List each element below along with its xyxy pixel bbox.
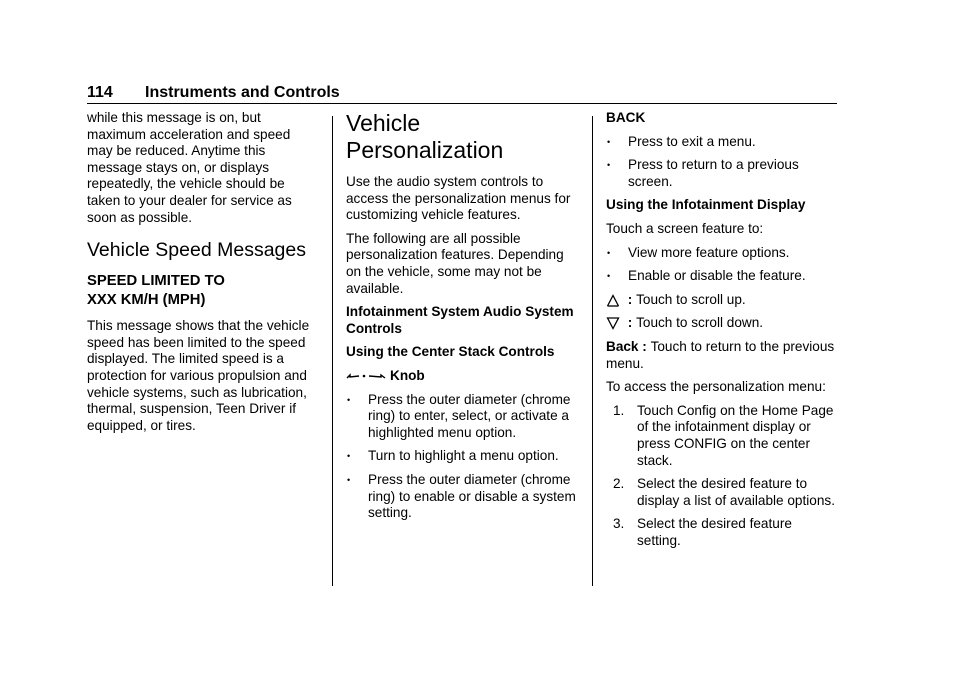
touch-intro: Touch a screen feature to: [606, 220, 764, 236]
back-text: Touch to return to the previous menu. [606, 338, 835, 371]
step-text: Select the desired feature setting. [637, 516, 792, 548]
audio-controls-subheading: Infotainment System Audio System Controls [346, 304, 574, 336]
list-item: • Press the outer diameter (chrome ring) to enter, select, or activate a highlighted menu option. [346, 392, 578, 442]
column-left [87, 110, 315, 441]
column-right [606, 110, 838, 556]
scroll-down-separator: : [624, 315, 637, 331]
list-item [606, 476, 838, 509]
column-divider-2 [592, 116, 593, 586]
heading-line-1: Vehicle [346, 110, 421, 136]
list-item: • Press the outer diameter (chrome ring) to enable or disable a system setting. [346, 472, 578, 522]
scroll-up-icon [606, 294, 620, 307]
step-text: Touch Config on the Home Page of the infotainment display or press CONFIG on the center stack. [637, 402, 834, 468]
knob-label: Knob [390, 367, 425, 383]
scroll-up-text: Touch to scroll up. [636, 291, 746, 307]
list-item: • View more feature options. [606, 245, 838, 262]
list-item: • Press to exit a menu. [606, 134, 838, 151]
knob-rotate-icon [346, 370, 386, 382]
page-number: 114 [87, 84, 113, 101]
list-item: • Press to return to a previous screen. [606, 157, 838, 190]
speed-limited-paragraph: This message shows that the vehicle speed has been limited to the speed displayed. The limited speed is a protection for various propulsion and vehicle systems, such as lubrication, thermal, suspension, Teen Driver if equipped, or tires. [87, 318, 310, 433]
knob-heading [346, 368, 578, 385]
heading-line-2: Personalization [346, 137, 504, 163]
list-item [606, 403, 838, 469]
section-title: Instruments and Controls [145, 84, 340, 101]
back-label: Back : [606, 338, 651, 354]
vehicle-personalization-heading [346, 110, 578, 164]
scroll-up-separator: : [624, 291, 637, 307]
scroll-up-line [606, 292, 838, 309]
steps-list [606, 403, 838, 550]
scroll-down-icon [606, 317, 620, 330]
personalization-intro: Use the audio system controls to access the personalization menus for customizing vehicle features. [346, 174, 571, 223]
scroll-down-text: Touch to scroll down. [636, 315, 764, 331]
header-rule [87, 103, 837, 104]
intro-paragraph: while this message is on, but maximum acceleration and speed may be reduced. Anytime this message stays on, or displays repeatedly, the vehicle should be taken to your dealer for service as soon as possible. [87, 110, 292, 225]
vehicle-speed-messages-heading: Vehicle Speed Messages [87, 239, 306, 262]
personalization-availability: The following are all possible personalization features. Depending on the vehicle, some may not be available. [346, 230, 564, 296]
list-item: • Enable or disable the feature. [606, 268, 838, 285]
back-bullet-list [606, 134, 838, 191]
back-heading: BACK [606, 110, 646, 125]
step-number: 3. [613, 516, 625, 532]
scroll-down-line [606, 315, 838, 332]
knob-bullet-list [346, 392, 578, 522]
step-text: Select the desired feature to display a list of available options. [637, 476, 835, 508]
step-number: 2. [613, 476, 625, 492]
touch-bullet-list [606, 245, 838, 285]
list-item [606, 516, 838, 549]
center-stack-subheading: Using the Center Stack Controls [346, 344, 555, 360]
speed-limited-subheading [87, 272, 315, 310]
infotainment-display-heading: Using the Infotainment Display [606, 197, 806, 213]
column-divider-1 [332, 116, 333, 586]
subheading-line-1: SPEED LIMITED TO [87, 273, 225, 290]
column-middle [346, 110, 578, 529]
subheading-line-2: XXX KM/H (MPH) [87, 292, 206, 309]
step-number: 1. [613, 402, 625, 418]
back-description [606, 339, 838, 372]
list-item: • Turn to highlight a menu option. [346, 448, 578, 465]
access-intro: To access the personalization menu: [606, 379, 826, 395]
